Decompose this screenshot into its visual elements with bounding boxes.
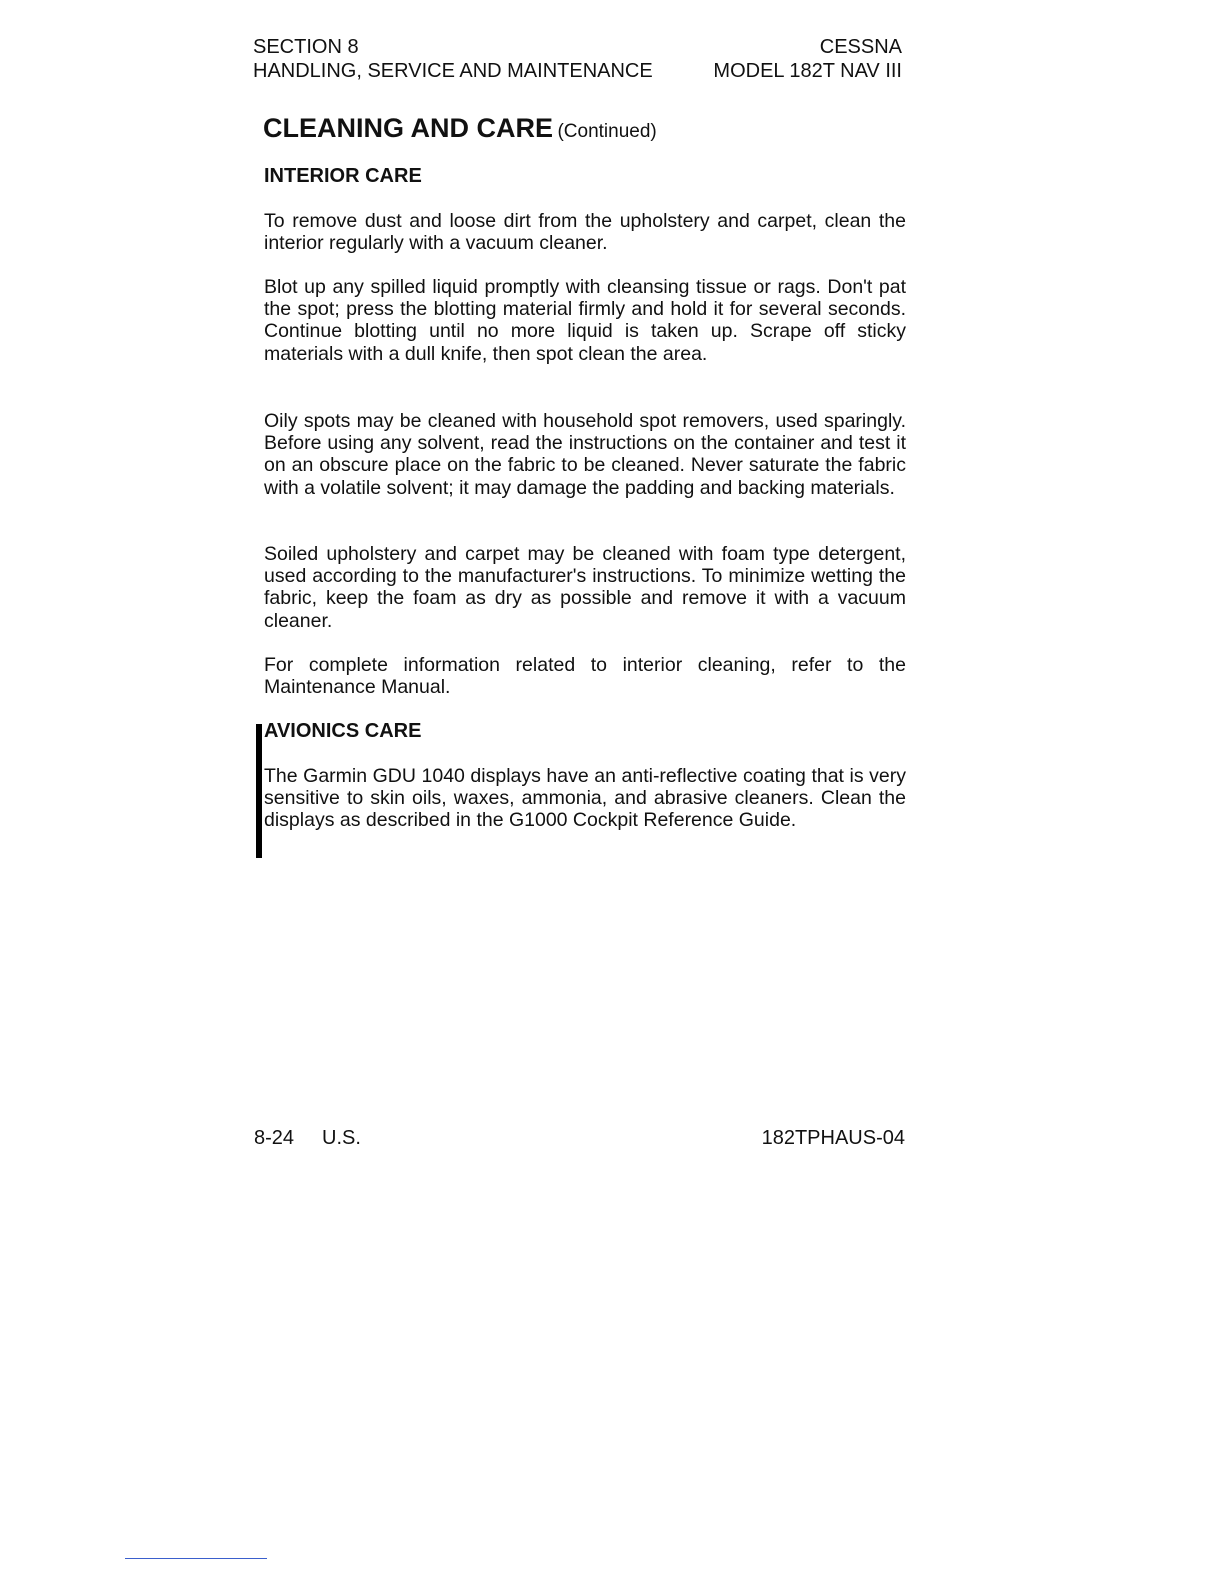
- avionics-paragraph: The Garmin GDU 1040 displays have an anti-reflective coating that is very sensitive to skin oils, waxes, ammonia, and abrasive cleaners. Clean the displays as described in the G1000 Cockpit Reference Guide.: [264, 765, 906, 832]
- page-number: 8-24: [254, 1127, 295, 1149]
- page-title-suffix: (Continued): [557, 121, 657, 142]
- page-title: [263, 113, 657, 144]
- edition-label: U.S.: [322, 1127, 361, 1149]
- section-label: SECTION 8: [253, 36, 359, 58]
- document-id: 182TPHAUS-04: [761, 1127, 905, 1149]
- page-header-right: [713, 35, 902, 83]
- interior-care-heading: INTERIOR CARE: [264, 165, 422, 187]
- interior-paragraph-5: For complete information related to interior cleaning, refer to the Maintenance Manual.: [264, 654, 906, 699]
- revision-change-bar: [256, 724, 262, 858]
- page-header-left: [253, 35, 653, 83]
- interior-paragraph-3: Oily spots may be cleaned with household spot removers, used sparingly. Before using any solvent, read the instructions on the container and test it on an obscure place on the fabric to be cleaned. Never saturate the fabric with a volatile solvent; it may damage the padding and backing materials.: [264, 410, 906, 499]
- interior-paragraph-2: Blot up any spilled liquid promptly with cleansing tissue or rags. Don't pat the spot; press the blotting material firmly and hold it for several seconds. Continue blotting until no more liquid is taken up. Scrape off sticky materials with a dull knife, then spot clean the area.: [264, 276, 906, 365]
- avionics-care-heading: AVIONICS CARE: [264, 720, 422, 742]
- page-title-main: CLEANING AND CARE: [263, 113, 553, 143]
- manufacturer-label: CESSNA: [819, 36, 902, 58]
- interior-paragraph-1: To remove dust and loose dirt from the upholstery and carpet, clean the interior regularly with a vacuum cleaner.: [264, 210, 906, 255]
- page-footer-left: [254, 1127, 361, 1150]
- section-title: HANDLING, SERVICE AND MAINTENANCE: [253, 60, 653, 82]
- interior-paragraph-4: Soiled upholstery and carpet may be cleaned with foam type detergent, used according to the manufacturer's instructions. To minimize wetting the fabric, keep the foam as dry as possible and remove it with a vacuum cleaner.: [264, 543, 906, 632]
- bottom-divider: [125, 1558, 267, 1559]
- model-label: MODEL 182T NAV III: [713, 60, 902, 82]
